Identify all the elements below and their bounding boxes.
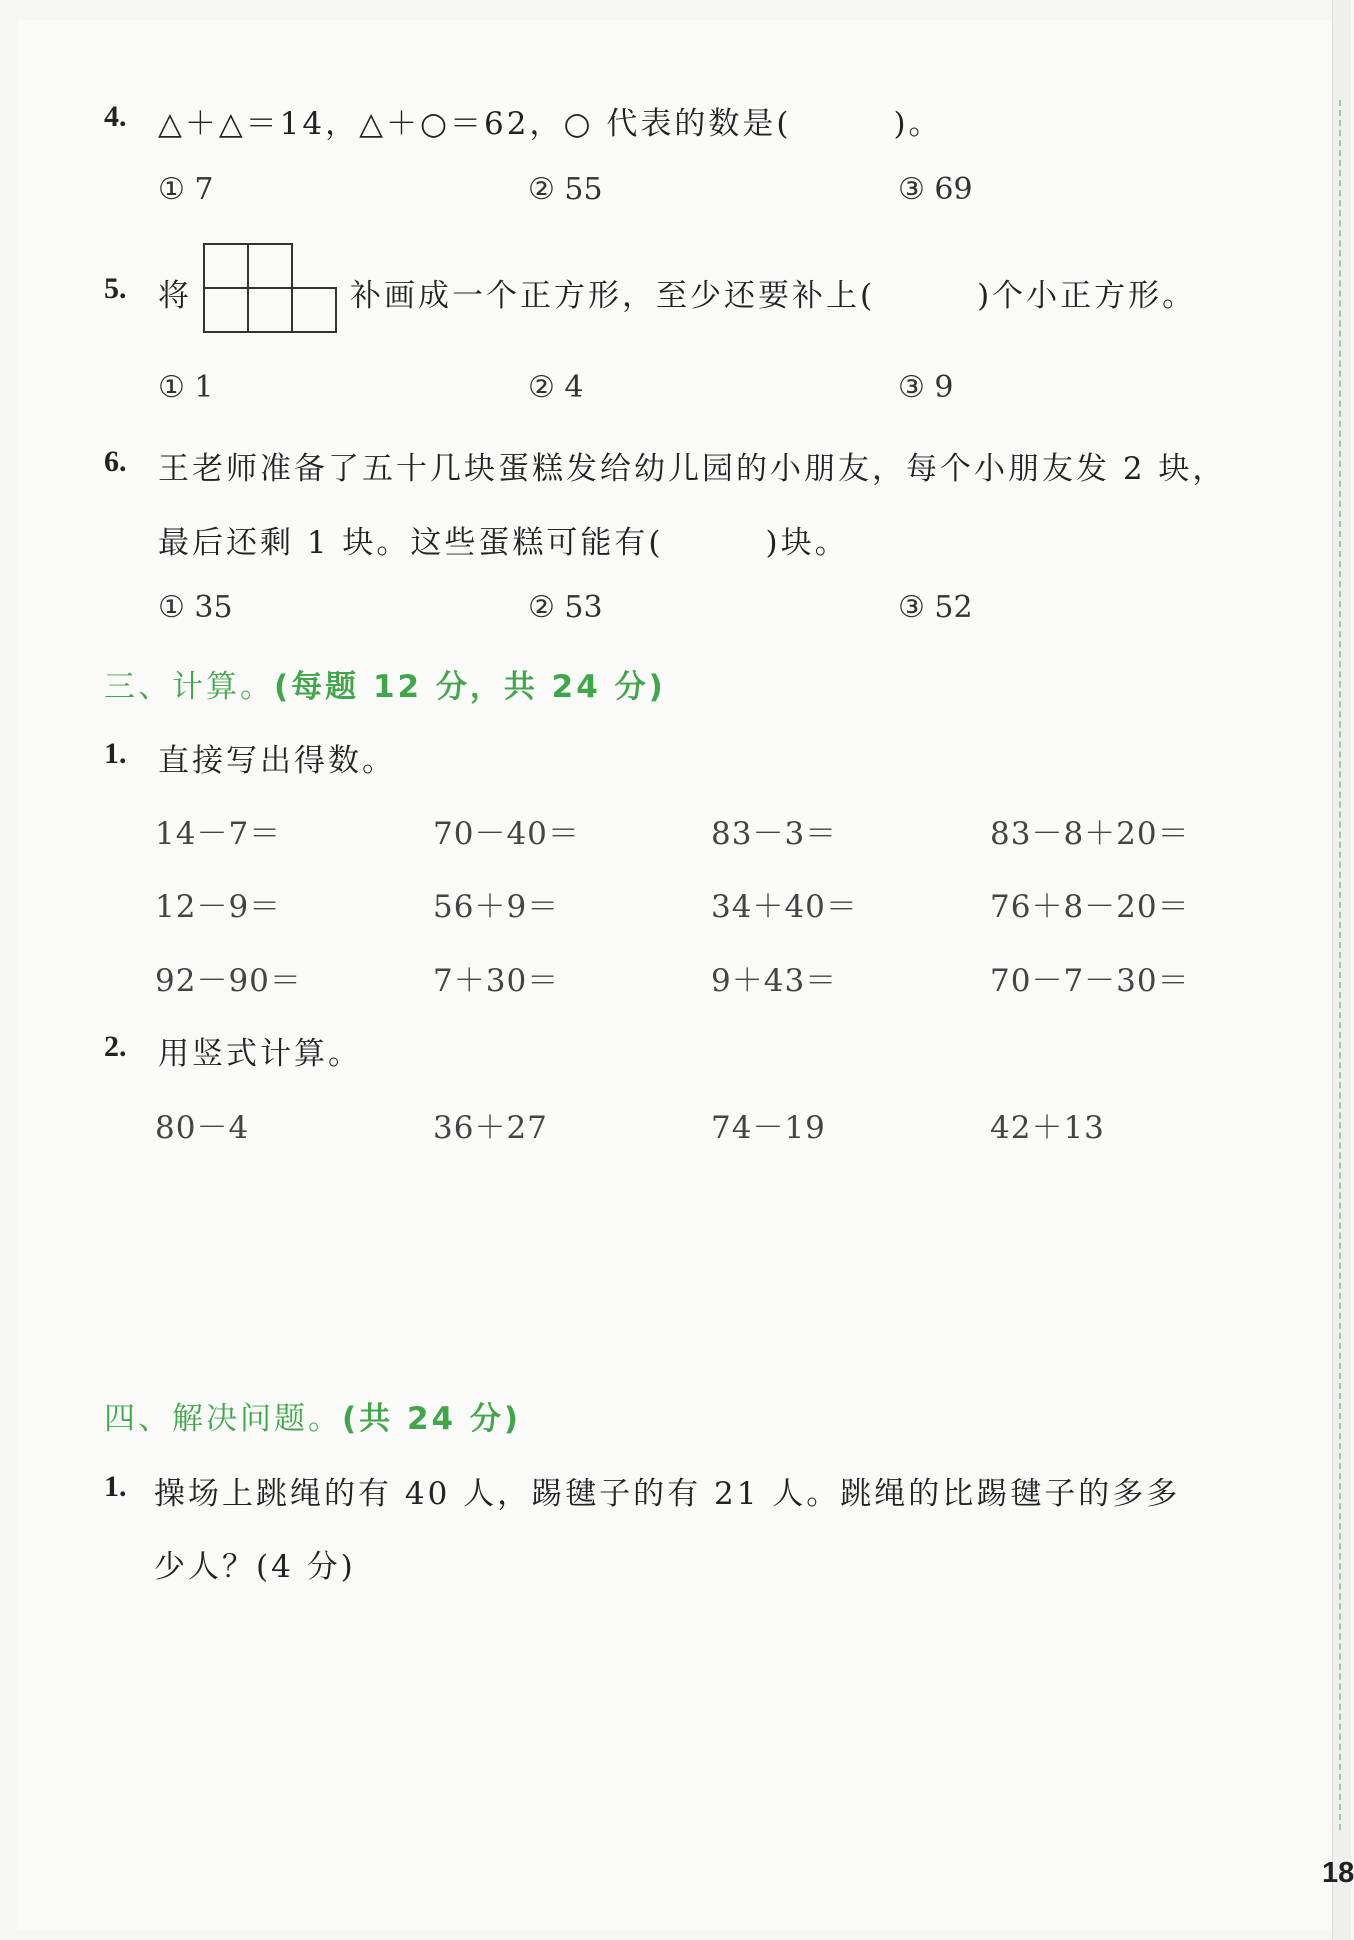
q4-option-3[interactable]: ③ 69 (898, 172, 973, 207)
q6-number: 6. (104, 445, 127, 478)
section3-heading: 三、计算。(每题 12 分，共 24 分) (104, 669, 666, 705)
q5-option-1[interactable]: ① 1 (158, 370, 214, 405)
mental-calc-r3-c1: 92－90＝ (155, 963, 302, 999)
q4-number: 4. (104, 100, 127, 133)
margin-dashed-line (1339, 100, 1341, 1830)
mental-calc-r2-c3: 34＋40＝ (711, 889, 858, 925)
q4-text: △＋△＝14，△＋○＝62，○ 代表的数是( )。 (158, 106, 943, 142)
vertical-calc-4: 42＋13 (990, 1110, 1105, 1146)
s3-q2-text: 用竖式计算。 (158, 1036, 362, 1072)
mental-calc-r1-c2: 70－40＝ (433, 816, 580, 852)
mental-calc-r1-c1: 14－7＝ (155, 816, 282, 852)
mental-calc-r2-c2: 56＋9＝ (433, 889, 560, 925)
mental-calc-r1-c4: 83－8＋20＝ (990, 816, 1190, 852)
mental-calc-r2-c1: 12－9＝ (155, 889, 282, 925)
section4-heading: 四、解决问题。(共 24 分) (104, 1401, 522, 1437)
page-number: 18 (1322, 1857, 1354, 1889)
mental-calc-r3-c2: 7＋30＝ (433, 963, 560, 999)
q6-option-3[interactable]: ③ 52 (898, 590, 973, 625)
s4-q1-line-2: 少人？(4 分) (154, 1549, 356, 1585)
s3-q2-number: 2. (104, 1030, 127, 1063)
q6-line-1: 王老师准备了五十几块蛋糕发给幼儿园的小朋友，每个小朋友发 2 块， (158, 451, 1227, 487)
q4-option-2[interactable]: ② 55 (528, 172, 603, 207)
q4-option-1[interactable]: ① 7 (158, 172, 214, 207)
vertical-calc-2: 36＋27 (433, 1110, 548, 1146)
square-grid-figure (203, 243, 338, 333)
q5-prefix: 将 (158, 278, 192, 314)
q5-option-3[interactable]: ③ 9 (898, 370, 954, 405)
q5-option-2[interactable]: ② 4 (528, 370, 584, 405)
mental-calc-r2-c4: 76＋8－20＝ (990, 889, 1190, 925)
s4-q1-line-1: 操场上跳绳的有 40 人，踢毽子的有 21 人。跳绳的比踢毽子的多多 (154, 1476, 1181, 1512)
s3-q1-number: 1. (104, 737, 127, 770)
q5-number: 5. (104, 272, 127, 305)
q6-option-1[interactable]: ① 35 (158, 590, 233, 625)
mental-calc-r1-c3: 83－3＝ (711, 816, 838, 852)
mental-calc-r3-c4: 70－7－30＝ (990, 963, 1190, 999)
vertical-calc-1: 80－4 (155, 1110, 250, 1146)
q5-text: 补画成一个正方形，至少还要补上( )个小正方形。 (350, 278, 1197, 314)
mental-calc-r3-c3: 9＋43＝ (711, 963, 838, 999)
q6-option-2[interactable]: ② 53 (528, 590, 603, 625)
vertical-calc-3: 74－19 (711, 1110, 826, 1146)
q6-line-2: 最后还剩 1 块。这些蛋糕可能有( )块。 (158, 525, 849, 561)
s4-q1-number: 1. (104, 1470, 127, 1503)
page-binding-edge (1332, 0, 1351, 1940)
s3-q1-text: 直接写出得数。 (158, 743, 396, 779)
